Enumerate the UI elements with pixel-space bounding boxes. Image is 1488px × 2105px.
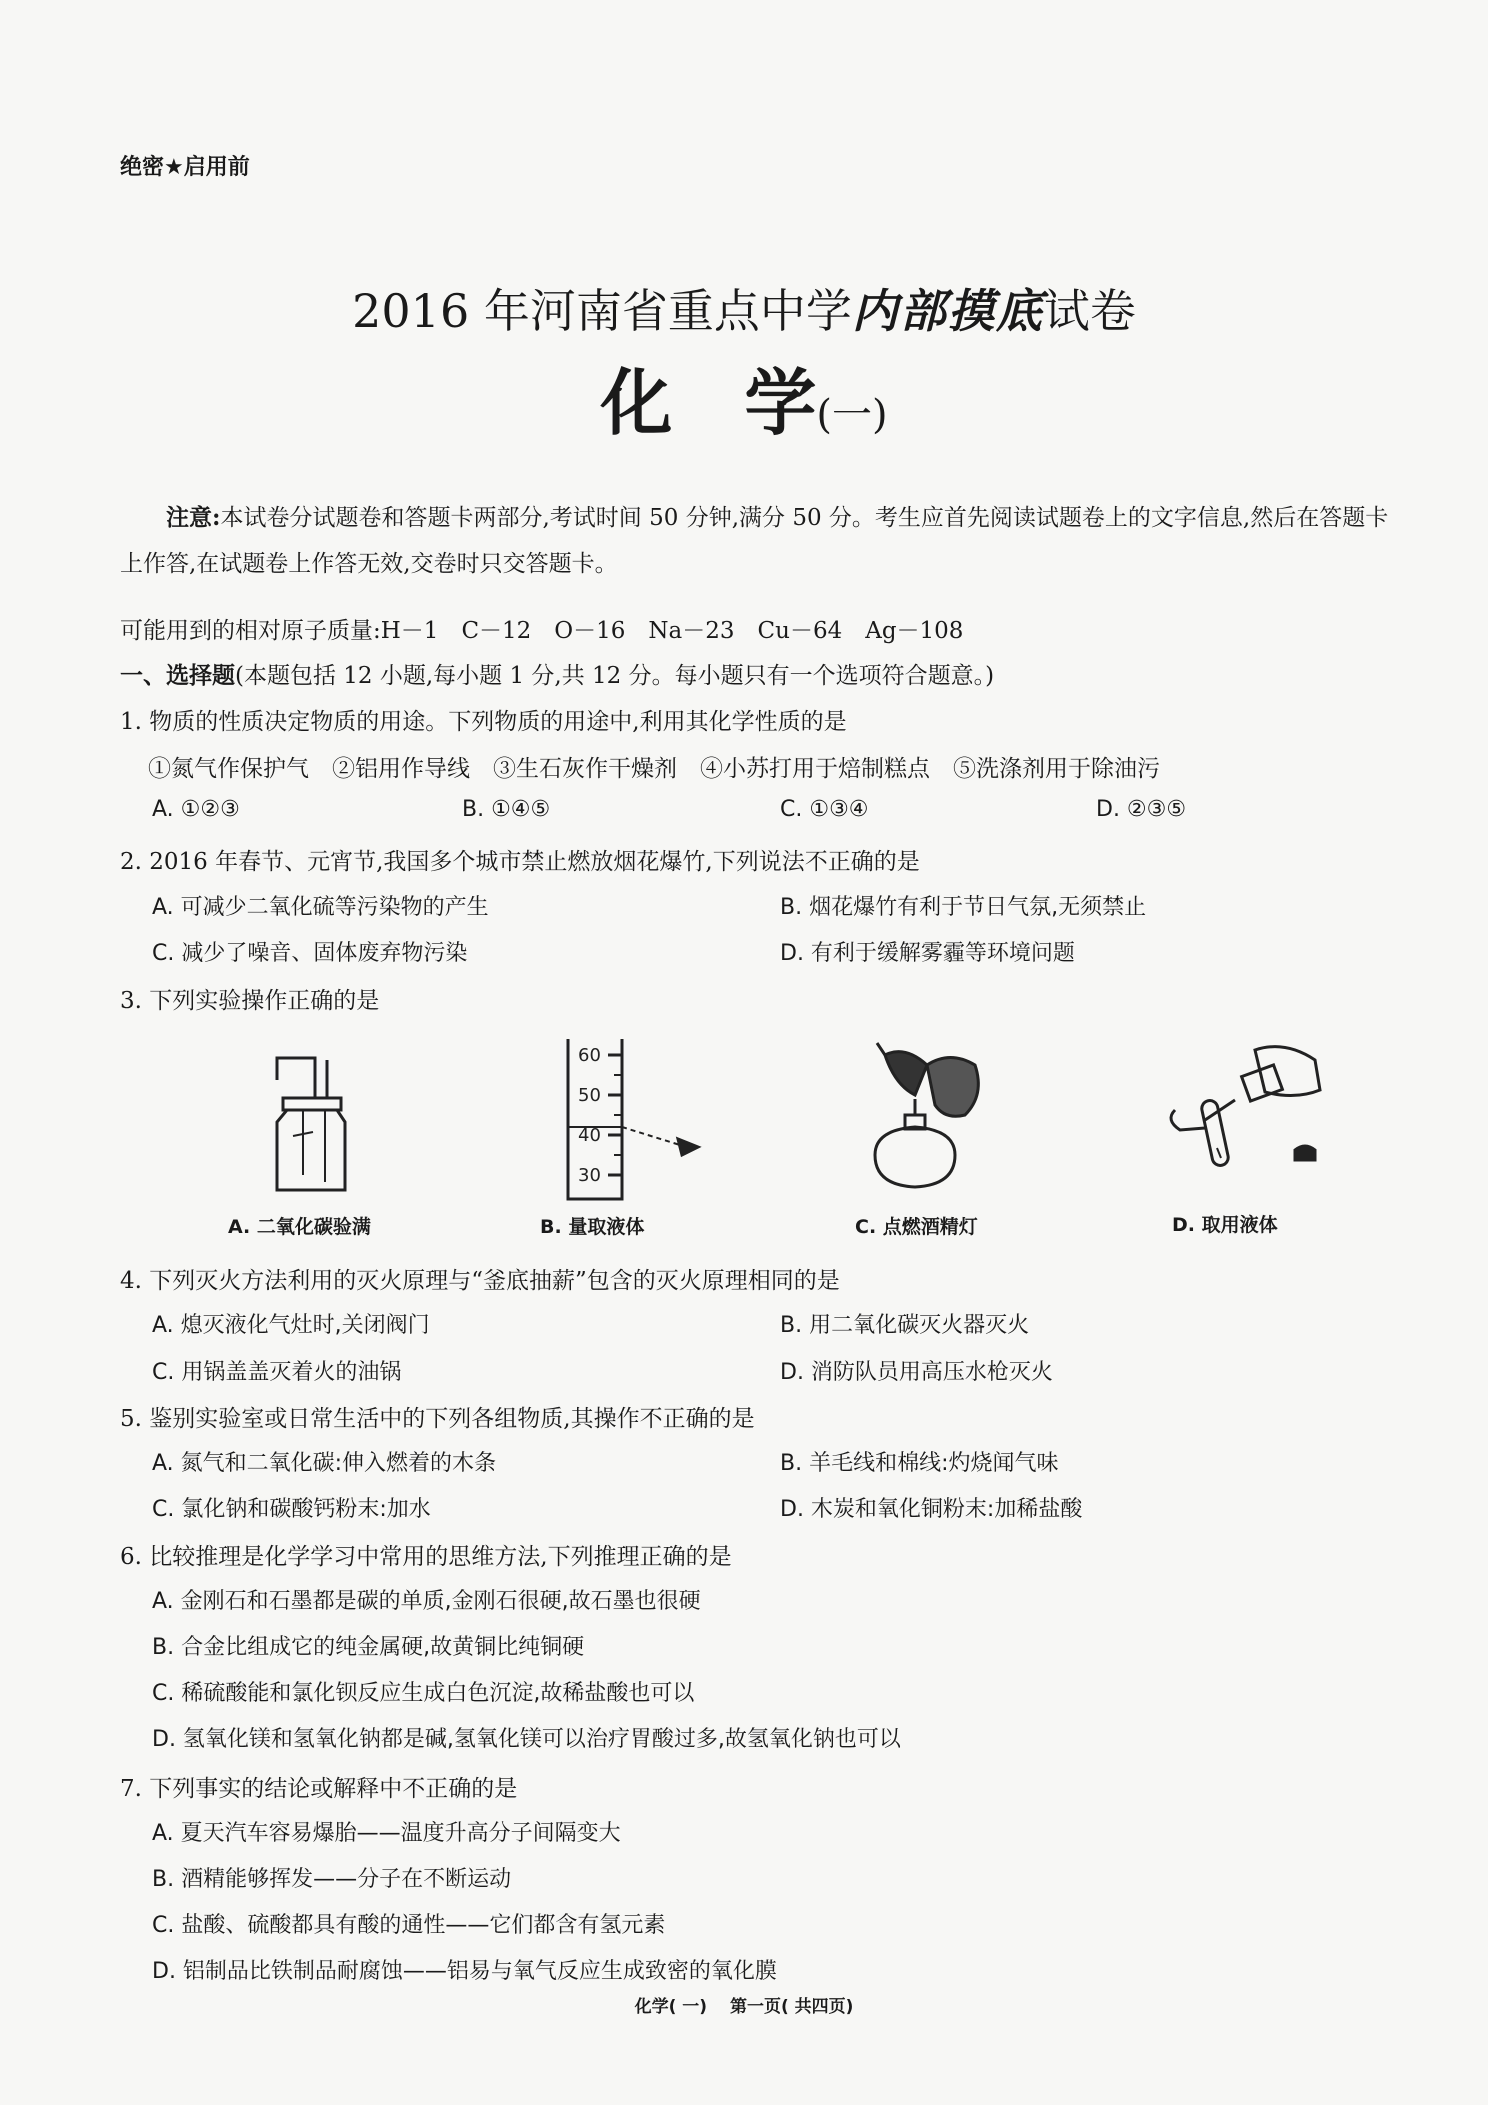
question-2-option-c: C. 减少了噪音、固体废弃物污染 [152,941,468,966]
title-bold: 内部摸底 [851,284,1044,338]
subject-part: (一) [816,392,888,438]
question-5-stem: 5. 鉴别实验室或日常生活中的下列各组物质,其操作不正确的是 [120,1406,755,1432]
question-3-option-d: D. 取用液体 [1172,1214,1278,1236]
exam-title [0,275,1488,341]
question-5-option-c: C. 氯化钠和碳酸钙粉末:加水 [152,1497,431,1522]
question-7-option-b: B. 酒精能够挥发——分子在不断运动 [152,1867,512,1892]
question-7-option-c: C. 盐酸、硫酸都具有酸的通性——它们都含有氢元素 [152,1913,666,1938]
question-3-stem: 3. 下列实验操作正确的是 [120,988,380,1014]
question-3-option-b: B. 量取液体 [540,1216,645,1238]
title-post: 试卷 [1043,284,1136,338]
scale-40: 40 [578,1125,601,1146]
question-1-option-d: D. ②③⑤ [1096,797,1187,822]
subject-title [0,345,1488,449]
question-7-option-d: D. 铝制品比铁制品耐腐蚀——铝易与氧气反应生成致密的氧化膜 [152,1959,777,1984]
question-1-stem: 1. 物质的性质决定物质的用途。下列物质的用途中,利用其化学性质的是 [120,709,847,735]
question-3-option-a: A. 二氧化碳验满 [228,1216,371,1238]
notice-label: 注意: [166,504,221,531]
question-2-option-a: A. 可减少二氧化硫等污染物的产生 [152,895,489,920]
confidential-label: 绝密★启用前 [120,155,250,180]
question-4-option-d: D. 消防队员用高压水枪灭火 [780,1360,1053,1385]
question-1-items: ①氮气作保护气 ②铝用作导线 ③生石灰作干燥剂 ④小苏打用于焙制糕点 ⑤洗涤剂用于除油污 [148,756,1160,782]
liquid-pouring-figure [1145,1030,1325,1190]
question-5-option-a: A. 氮气和二氧化碳:伸入燃着的木条 [152,1451,497,1476]
question-6-option-a: A. 金刚石和石墨都是碳的单质,金刚石很硬,故石墨也很硬 [152,1589,701,1614]
question-7-stem: 7. 下列事实的结论或解释中不正确的是 [120,1776,518,1802]
title-pre: 2016 年河南省重点中学 [352,284,852,338]
question-6-option-b: B. 合金比组成它的纯金属硬,故黄铜比纯铜硬 [152,1635,585,1660]
question-6-stem: 6. 比较推理是化学学习中常用的思维方法,下列推理正确的是 [120,1544,732,1570]
tube-a [277,1058,315,1098]
cylinder-figure [560,1035,710,1205]
question-1-option-a: A. ①②③ [152,797,240,822]
question-2-option-d: D. 有利于缓解雾霾等环境问题 [780,941,1075,966]
question-3-option-c: C. 点燃酒精灯 [855,1216,978,1238]
question-5-option-b: B. 羊毛线和棉线:灼烧闻气味 [780,1451,1059,1476]
question-2-stem: 2. 2016 年春节、元宵节,我国多个城市禁止燃放烟花爆竹,下列说法不正确的是 [120,849,920,875]
question-4-stem: 4. 下列灭火方法利用的灭火原理与“釜底抽薪”包含的灭火原理相同的是 [120,1268,840,1294]
page-footer: 化学( 一) 第一页( 共四页) [634,1997,854,2017]
section-desc: (本题包括 12 小题,每小题 1 分,共 12 分。每小题只有一个选项符合题意。) [235,663,995,689]
alcohol-lamp-figure [855,1035,1005,1200]
subject-name: 化 学 [600,360,817,445]
section-label: 一、选择题 [120,662,235,689]
question-4-option-b: B. 用二氧化碳灭火器灭火 [780,1313,1030,1338]
question-1-option-b: B. ①④⑤ [462,797,551,822]
section-heading [120,657,994,690]
question-4-option-a: A. 熄灭液化气灶时,关闭阀门 [152,1313,430,1338]
notice-block [120,495,1390,587]
scale-50: 50 [578,1085,601,1106]
question-6-option-c: C. 稀硫酸能和氯化钡反应生成白色沉淀,故稀盐酸也可以 [152,1681,695,1706]
question-7-option-a: A. 夏天汽车容易爆胎——温度升高分子间隔变大 [152,1821,621,1846]
scale-30: 30 [578,1165,601,1186]
question-1-option-c: C. ①③④ [780,797,869,822]
atomic-mass-line: 可能用到的相对原子质量:H－1 C－12 O－16 Na－23 Cu－64 Ag－108 [120,618,964,644]
co2-bottle-figure [255,1050,365,1200]
notice-text: 本试卷分试题卷和答题卡两部分,考试时间 50 分钟,满分 50 分。考生应首先阅读试题卷上的文字信息,然后在答题卡上作答,在试题卷上作答无效,交卷时只交答题卡。 [120,505,1389,577]
question-6-option-d: D. 氢氧化镁和氢氧化钠都是碱,氢氧化镁可以治疗胃酸过多,故氢氧化钠也可以 [152,1727,901,1752]
question-2-option-b: B. 烟花爆竹有利于节日气氛,无须禁止 [780,895,1147,920]
question-4-option-c: C. 用锅盖盖灭着火的油锅 [152,1360,402,1385]
question-5-option-d: D. 木炭和氧化铜粉末:加稀盐酸 [780,1497,1083,1522]
scale-60: 60 [578,1045,601,1066]
